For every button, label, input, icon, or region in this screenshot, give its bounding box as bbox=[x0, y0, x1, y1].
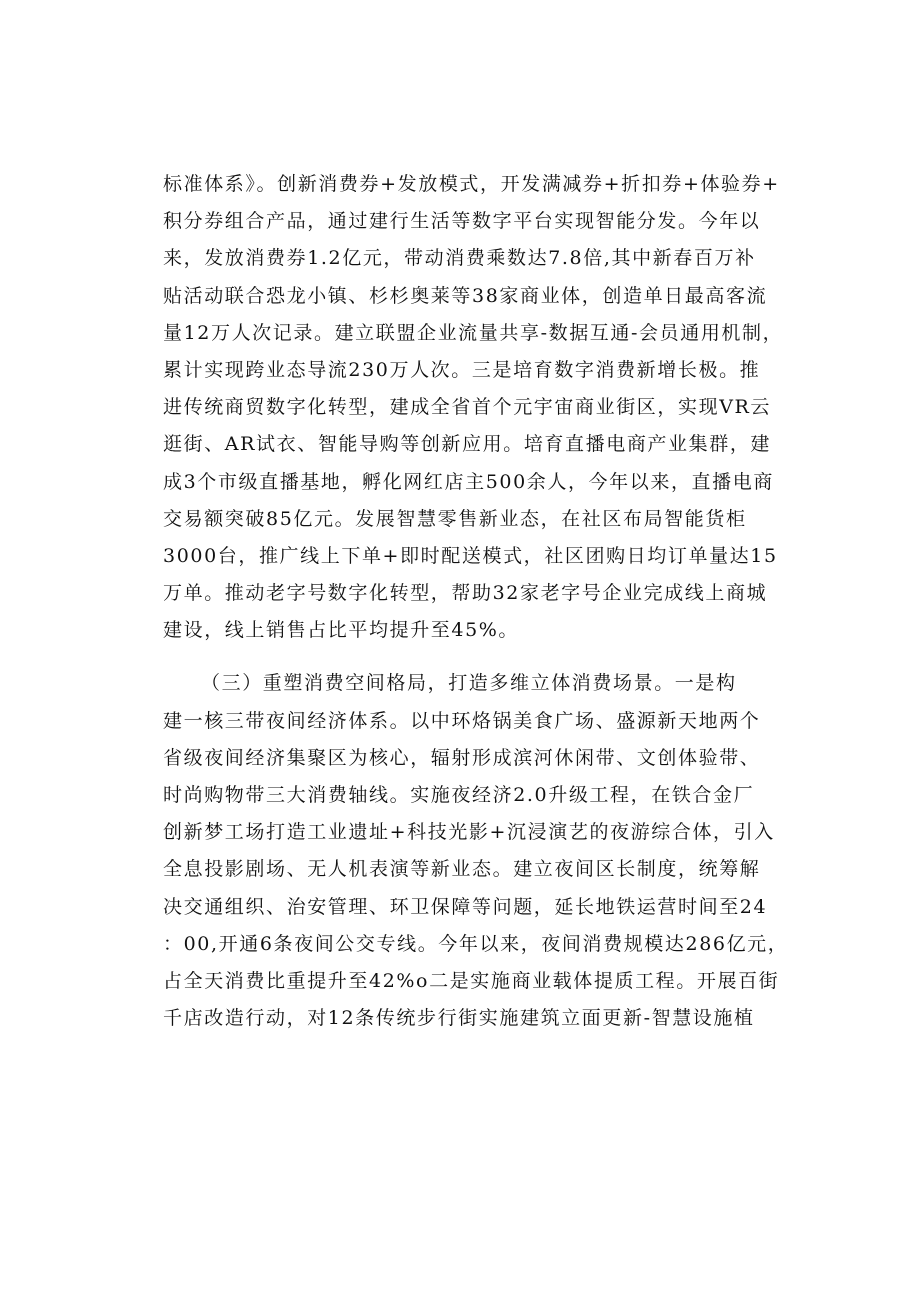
text-line: 累计实现跨业态导流230万人次。三是培育数字消费新增长极。推 bbox=[163, 358, 761, 381]
text-line: （三）重塑消费空间格局，打造多维立体消费场景。一是构 bbox=[201, 672, 737, 695]
text-line: 积分券组合产品，通过建行生活等数字平台实现智能分发。今年以 bbox=[163, 210, 761, 233]
text-line: 进传统商贸数字化转型，建成全省首个元宇宙商业街区，实现VR云 bbox=[163, 396, 772, 419]
text-line: 3000台，推广线上下单+即时配送模式，社区团购日均订单量达15 bbox=[163, 544, 778, 567]
text-line: 决交通组织、治安管理、环卫保障等问题，延长地铁运营时间至24 bbox=[163, 895, 768, 918]
text-line: 交易额突破85亿元。发展智慧零售新业态，在社区布局智能货柜 bbox=[163, 507, 747, 530]
document-body bbox=[163, 166, 789, 1037]
text-line: 标准体系》。创新消费券+发放模式，开发满减券+折扣券+体验券+ bbox=[163, 173, 780, 195]
text-line: 占全天消费比重提升至42%o二是实施商业载体提质工程。开展百街 bbox=[163, 969, 780, 992]
text-line: 建设，线上销售占比平均提升至45%。 bbox=[163, 619, 520, 642]
paragraph-spacer bbox=[163, 649, 763, 665]
text-line: 创新梦工场打造工业遗址+科技光影+沉浸演艺的夜游综合体，引入 bbox=[163, 821, 775, 844]
paragraph-2 bbox=[163, 665, 789, 1037]
text-line: 千店改造行动，对12条传统步行街实施建筑立面更新-智慧设施植 bbox=[163, 1007, 755, 1030]
text-line: 量12万人次记录。建立联盟企业流量共享-数据互通-会员通用机制， bbox=[163, 321, 784, 344]
text-line: 来，发放消费券1.2亿元，带动消费乘数达7.8倍,其中新春百万补 bbox=[163, 247, 756, 270]
text-line: 全息投影剧场、无人机表演等新业态。建立夜间区长制度，统筹解 bbox=[163, 858, 761, 881]
text-line: 逛街、AR试衣、智能导购等创新应用。培育直播电商产业集群，建 bbox=[163, 433, 772, 456]
paragraph-1 bbox=[163, 166, 784, 649]
text-line: 省级夜间经济集聚区为核心，辐射形成滨河休闲带、文创体验带、 bbox=[163, 746, 761, 769]
text-line: 建一核三带夜间经济体系。以中环烙锅美食广场、盛源新天地两个 bbox=[163, 709, 761, 732]
text-line: ：00,开通6条夜间公交专线。今年以来，夜间消费规模达286亿元， bbox=[163, 932, 789, 955]
text-line: 万单。推动老字号数字化转型，帮助32家老字号企业完成线上商城 bbox=[163, 582, 768, 605]
text-line: 时尚购物带三大消费轴线。实施夜经济2.0升级工程，在铁合金厂 bbox=[163, 784, 755, 806]
text-line: 贴活动联合恐龙小镇、杉杉奥莱等38家商业体，创造单日最高客流 bbox=[163, 284, 768, 307]
text-line: 成3个市级直播基地，孵化网红店主500余人，今年以来，直播电商 bbox=[163, 470, 774, 493]
